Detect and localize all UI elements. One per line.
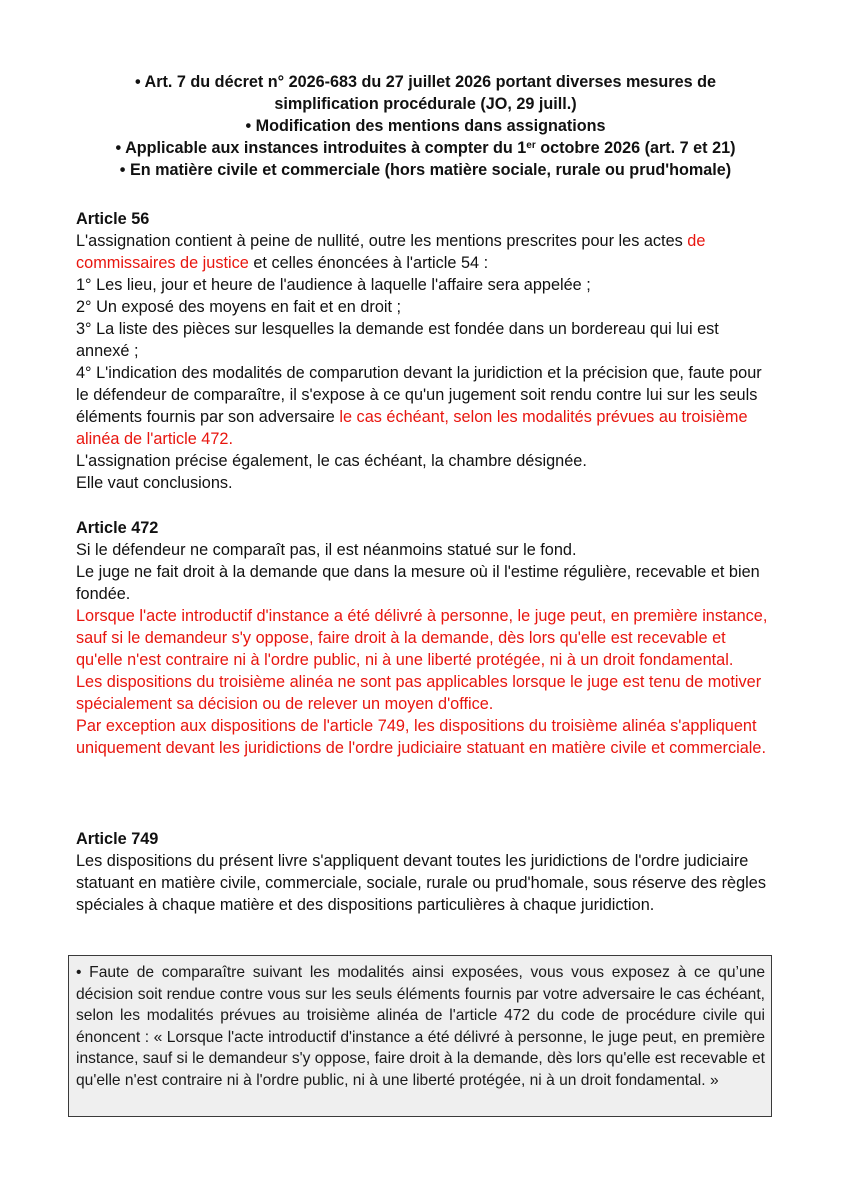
notice-box bbox=[68, 955, 772, 1117]
article-paragraph: Elle vaut conclusions. bbox=[76, 474, 233, 492]
article-title: Article 472 bbox=[76, 519, 159, 537]
header-line bbox=[70, 137, 781, 159]
article-item: 3° La liste des pièces sur lesquelles la demande est fondée dans un bordereau qui lui est annexé ; bbox=[76, 320, 719, 360]
header-line: • En matière civile et commerciale (hors matière sociale, rurale ou prud'homale) bbox=[119, 161, 732, 179]
article-title: Article 749 bbox=[76, 830, 159, 848]
notice-text: • Faute de comparaître suivant les modalités ainsi exposées, vous vous exposez à ce qu’une décision soit rendue contre vous sur les seuls éléments fournis par votre adversaire le cas échéant, selon les modalités prévues au troisième alinéa de l'article 472 du code de procédure civile qui énoncent : « Lorsque l'acte introductif d'instance a été délivré à personne, le juge peut, en première instance, sauf si le demandeur s'y oppose, faire droit à la demande, dès lors qu'elle est recevable et qu'elle n'est contraire ni à l'ordre public, ni à une liberté protégée, ni à un droit fondamental. » bbox=[76, 964, 766, 1089]
header-line: • Art. 7 du décret n° 2026-683 du 27 juillet 2026 portant diverses mesures de bbox=[134, 73, 717, 91]
article-paragraph: L'assignation précise également, le cas échéant, la chambre désignée. bbox=[76, 452, 587, 470]
modified-paragraph: Les dispositions du troisième alinéa ne sont pas applicables lorsque le juge est tenu de motiver spécialement sa décision ou de relever un moyen d'office. bbox=[76, 673, 762, 713]
header-text: octobre 2026 (art. 7 et 21) bbox=[535, 139, 736, 157]
header-line: • Modification des mentions dans assignations bbox=[245, 117, 606, 135]
article-item: 1° Les lieu, jour et heure de l'audience à laquelle l'affaire sera appelée ; bbox=[76, 276, 591, 294]
article-title: Article 56 bbox=[76, 210, 150, 228]
modified-text: de commissaires de justice bbox=[76, 232, 706, 272]
article-paragraph: Si le défendeur ne comparaît pas, il est néanmoins statué sur le fond. bbox=[76, 541, 577, 559]
article-item bbox=[76, 362, 776, 450]
document-header bbox=[70, 71, 781, 181]
article-paragraph: Les dispositions du présent livre s'appliquent devant toutes les juridictions de l'ordre judiciaire statuant en matière civile, commerciale, sociale, rurale ou prud'homale, sous réserve des règles spéciales à chaque matière et des dispositions particulières à chaque juridiction. bbox=[76, 852, 766, 914]
article-paragraph bbox=[76, 230, 776, 274]
text: 4° L'indication des modalités de comparution devant la juridiction et la précision que, faute pour le défendeur de comparaître, il s'expose à ce qu'un jugement soit rendu contre lui sur les seuls éléments fournis par son adversaire bbox=[76, 364, 762, 426]
modified-paragraph: Lorsque l'acte introductif d'instance a été délivré à personne, le juge peut, en première instance, sauf si le demandeur s'y oppose, faire droit à la demande, dès lors qu'elle est recevable et qu'elle n'est contraire ni à l'ordre public, ni à une liberté protégée, ni à un droit fondamental. bbox=[76, 607, 768, 669]
article-749 bbox=[76, 828, 776, 916]
article-item: 2° Un exposé des moyens en fait et en droit ; bbox=[76, 298, 402, 316]
article-472 bbox=[76, 517, 776, 759]
article-paragraph: Le juge ne fait droit à la demande que dans la mesure où il l'estime régulière, recevable et bien fondée. bbox=[76, 563, 760, 603]
text: et celles énoncées à l'article 54 : bbox=[248, 254, 489, 272]
superscript: er bbox=[526, 140, 536, 151]
modified-text: le cas échéant, selon les modalités prévues au troisième alinéa de l'article 472. bbox=[76, 408, 748, 448]
article-56 bbox=[76, 208, 776, 494]
header-text: • Applicable aux instances introduites à compter du 1 bbox=[115, 139, 527, 157]
modified-paragraph: Par exception aux dispositions de l'article 749, les dispositions du troisième alinéa s'appliquent uniquement devant les juridictions de l'ordre judiciaire statuant en matière civile et commerciale. bbox=[76, 717, 766, 757]
header-line: simplification procédurale (JO, 29 juill.) bbox=[274, 95, 577, 113]
text: L'assignation contient à peine de nullité, outre les mentions prescrites pour les actes bbox=[76, 232, 688, 250]
